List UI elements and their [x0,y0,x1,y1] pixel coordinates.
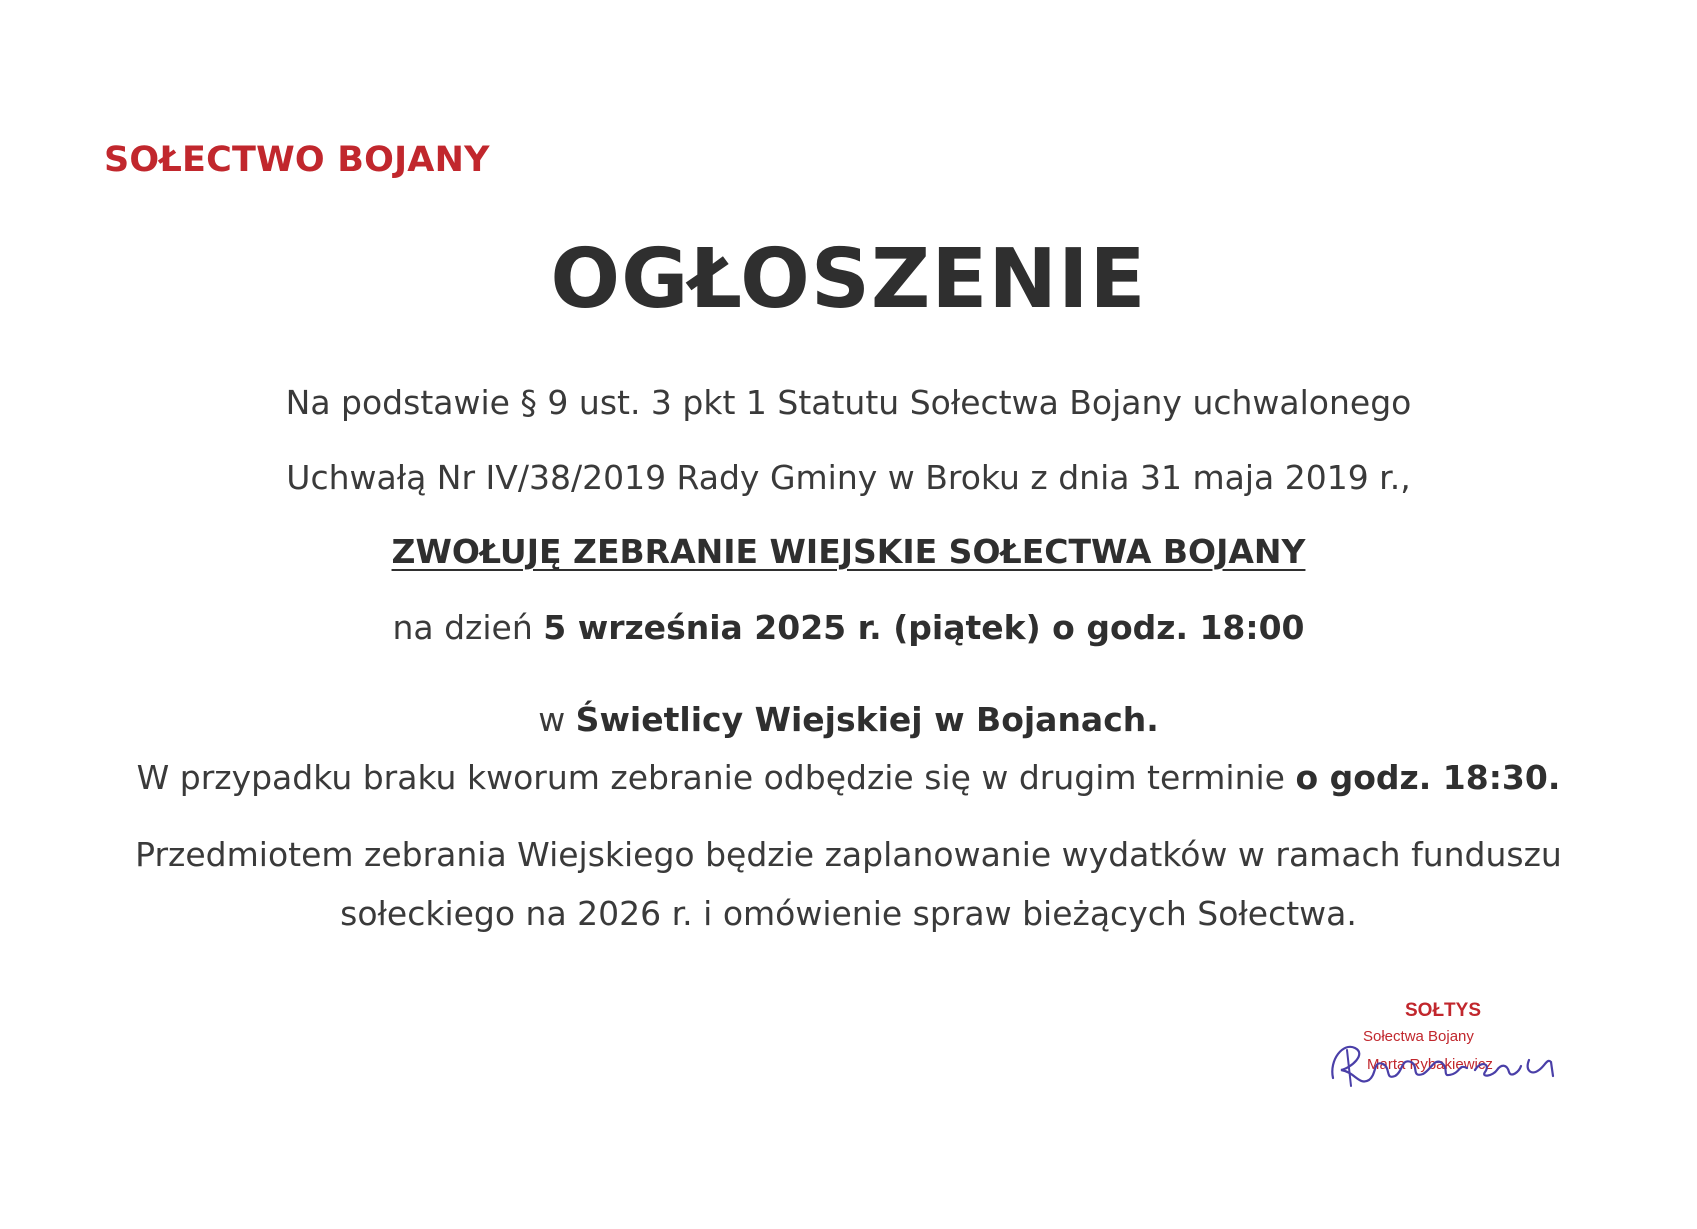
signature-block [1325,1000,1565,1100]
legal-basis-line-1: Na podstawie § 9 ust. 3 pkt 1 Statutu Sołectwa Bojany uchwalonego [285,383,1412,422]
quorum-text: W przypadku braku kworum zebranie odbędzie się w drugim terminie [136,758,1296,797]
meeting-place-line [0,700,1697,739]
meeting-date-line [0,608,1697,647]
subject-line-1: Przedmiotem zebrania Wiejskiego będzie zaplanowanie wydatków w ramach funduszu [135,835,1562,874]
meeting-place: Świetlicy Wiejskiej w Bojanach. [575,700,1159,739]
meeting-date-prefix: na dzień [392,608,544,647]
stamp-organization: Sołectwa Bojany [1363,1028,1474,1045]
legal-basis-line-2: Uchwałą Nr IV/38/2019 Rady Gminy w Broku z dnia 31 maja 2019 r., [286,458,1411,497]
stamp-name: Marta Rybakiewicz [1367,1056,1493,1073]
page-title: OGŁOSZENIE [550,232,1147,327]
handwritten-signature [1325,1020,1565,1100]
convocation-line [0,532,1697,571]
organization-header: SOŁECTWO BOJANY [104,140,490,180]
meeting-place-prefix: w [538,700,576,739]
convocation-text: ZWOŁUJĘ ZEBRANIE WIEJSKIE SOŁECTWA BOJANY [391,532,1306,571]
second-term-time: o godz. 18:30. [1295,758,1561,797]
quorum-line [0,758,1697,797]
subject-line-2: sołeckiego na 2026 r. i omówienie spraw bieżących Sołectwa. [340,894,1357,933]
stamp-title: SOŁTYS [1405,1000,1482,1021]
meeting-date: 5 września 2025 r. (piątek) o godz. 18:00 [543,608,1305,647]
